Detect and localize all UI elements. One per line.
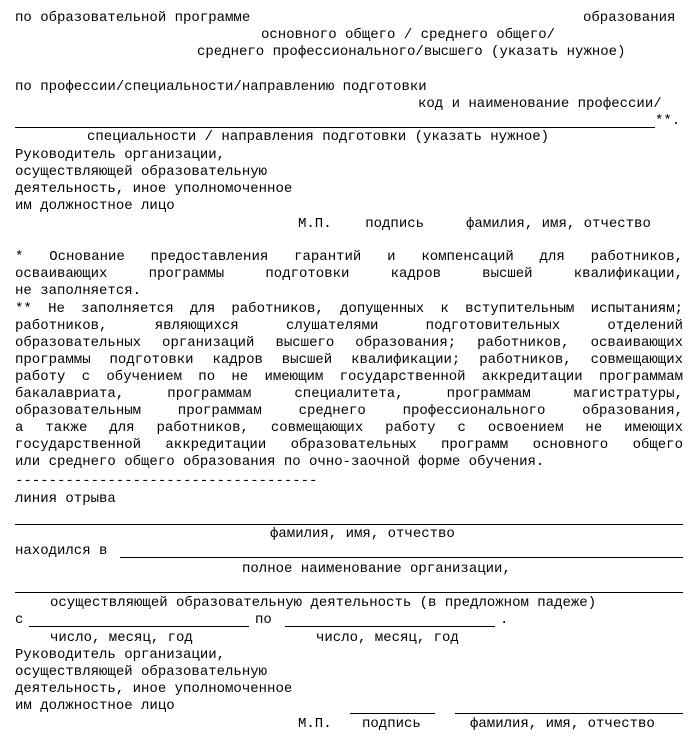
footnote-marker: **. bbox=[655, 113, 681, 129]
footnote-2-line: или среднего общего образования по очно-заочной форме обучения. bbox=[15, 454, 545, 470]
was-in-label: находился в bbox=[15, 543, 108, 559]
program-level-options-2: среднего профессионального/высшего (указать нужное) bbox=[197, 44, 626, 60]
fio-fill-line bbox=[15, 524, 683, 525]
footnote-2-line: образовательным программам среднего профессионального образования, bbox=[15, 403, 683, 419]
footnote-2-line: образовательных организаций высшего образования; работников, осваивающих bbox=[15, 335, 683, 351]
footnote-2-line: государственной аккредитации образовательных программ основного общего bbox=[15, 437, 683, 453]
organization-caption: полное наименование организации, bbox=[242, 561, 511, 577]
footnote-1-line: * Основание предоставления гарантий и компенсаций для работников, bbox=[15, 249, 683, 265]
footnote-2-line: работников, являющихся слушателями подготовительных отделений bbox=[15, 318, 683, 334]
head-of-organization-line: Руководитель организации, bbox=[15, 647, 226, 663]
date-period-end: . bbox=[500, 612, 509, 628]
date-to-caption: число, месяц, год bbox=[316, 630, 459, 646]
signature-fill-line bbox=[350, 713, 435, 714]
profession-label: по профессии/специальности/направлению подготовки bbox=[15, 79, 427, 95]
fio-signature-fill-line bbox=[455, 713, 683, 714]
footnote-2-line: бакалавриата, программам специалитета, программам магистратуры, bbox=[15, 386, 683, 402]
program-right-label: образования bbox=[583, 10, 676, 26]
head-of-organization-line: деятельность, иное уполномоченное bbox=[15, 181, 293, 197]
footnote-1-line: осваивающих программы подготовки кадров высшей квалификации, bbox=[15, 266, 683, 282]
program-label: по образовательной программе bbox=[15, 10, 251, 26]
footnote-1-line: не заполняется. bbox=[15, 283, 142, 299]
date-from-fill-line bbox=[29, 626, 249, 627]
profession-fill-line bbox=[15, 127, 655, 128]
footnote-2-line: а также для работников, совмещающих работу с освоением не имеющих bbox=[15, 420, 683, 436]
tear-dashes: ------------------------------------ bbox=[15, 473, 318, 489]
head-of-organization-line: осуществляющей образовательную bbox=[15, 164, 268, 180]
footnote-2-line: программы подготовки кадров высшей квалификации; работников, совмещающих bbox=[15, 352, 683, 368]
head-of-organization-line: им должностное лицо bbox=[15, 198, 175, 214]
head-of-organization-line: Руководитель организации, bbox=[15, 147, 226, 163]
fio-signature-caption: фамилия, имя, отчество bbox=[470, 716, 655, 732]
date-from-label: с bbox=[15, 612, 24, 628]
program-level-options: основного общего / среднего общего/ bbox=[261, 27, 556, 43]
specialty-caption: специальности / направления подготовки (указать нужное) bbox=[87, 129, 550, 145]
organization-fill-line bbox=[120, 557, 683, 558]
date-from-caption: число, месяц, год bbox=[50, 630, 193, 646]
stamp-place-label: М.П. bbox=[298, 716, 332, 732]
footnote-2-line: работу с обучением по не имеющим государственной аккредитации программам bbox=[15, 369, 683, 385]
head-of-organization-line: деятельность, иное уполномоченное bbox=[15, 681, 293, 697]
organization-fill-line-2 bbox=[15, 592, 683, 593]
organization-caption-2: осуществляющей образовательную деятельность (в предложном падеже) bbox=[50, 595, 597, 611]
date-to-fill-line bbox=[285, 626, 495, 627]
date-to-label: по bbox=[255, 612, 272, 628]
head-of-organization-line: осуществляющей образовательную bbox=[15, 664, 268, 680]
profession-code-caption: код и наименование профессии/ bbox=[418, 96, 662, 112]
fio-caption: фамилия, имя, отчество bbox=[270, 526, 455, 542]
signature-caption: подпись bbox=[362, 716, 421, 732]
footnote-2-line: ** Не заполняется для работников, допущенных к вступительным испытаниям; bbox=[15, 301, 683, 317]
head-of-organization-line: им должностное лицо bbox=[15, 698, 175, 714]
tear-line-label: линия отрыва bbox=[15, 491, 116, 507]
signature-caption: М.П. подпись фамилия, имя, отчество bbox=[298, 216, 651, 232]
